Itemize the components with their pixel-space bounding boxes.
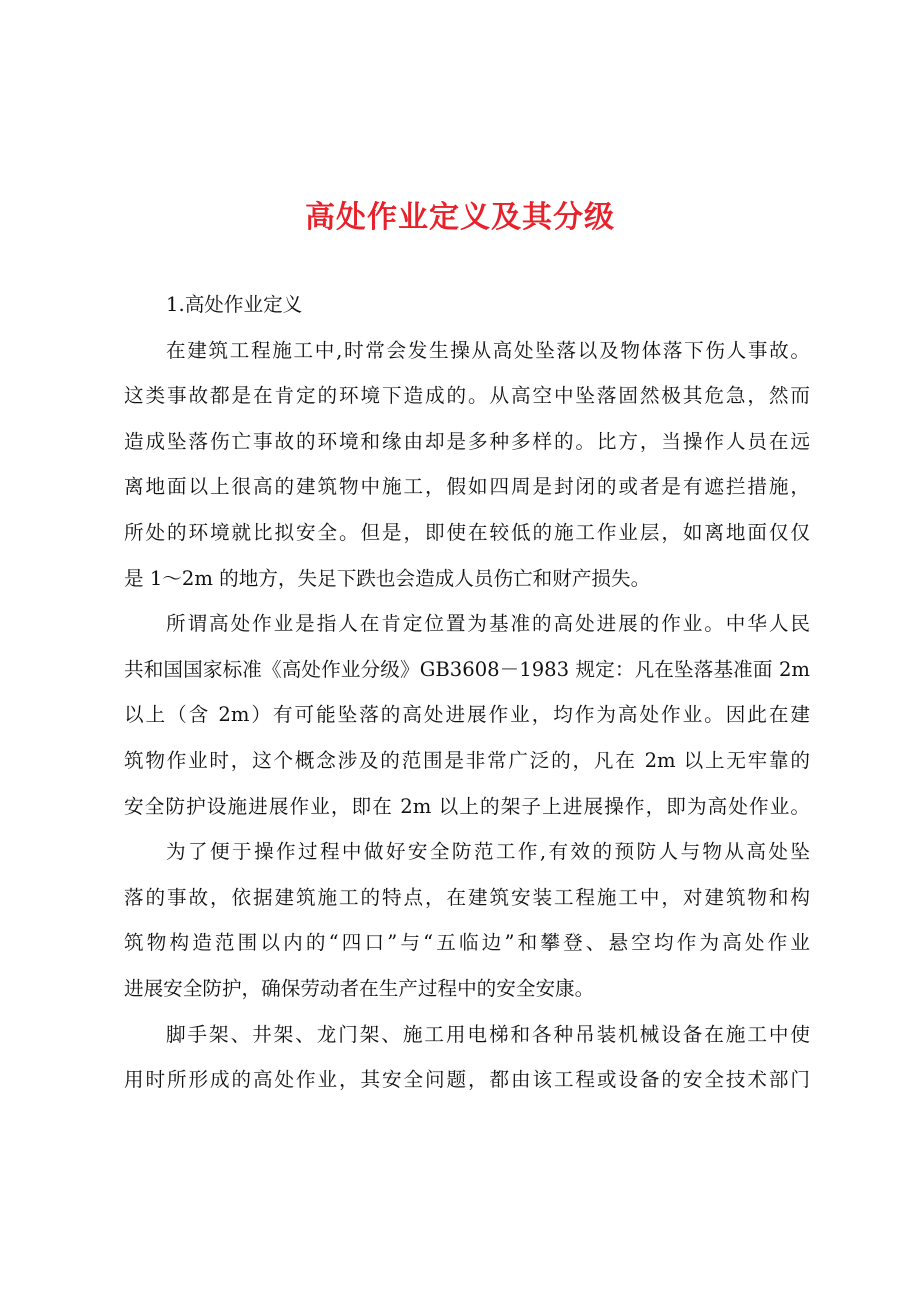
paragraph-1-line-5: 所处的环境就比拟安全。但是，即使在较低的施工作业层，如离地面仅仅	[124, 520, 810, 544]
document-title: 高处作业定义及其分级	[305, 200, 615, 235]
paragraph-4-line-1: 脚手架、井架、龙门架、施工用电梯和各种吊装机械设备在施工中使	[166, 1022, 810, 1046]
section-heading: 1.高处作业定义	[166, 293, 303, 316]
paragraph-1-line-1: 在建筑工程施工中,时常会发生操从高处坠落以及物体落下伤人事故。	[166, 338, 810, 362]
paragraph-1-line-4: 离地面以上很高的建筑物中施工，假如四周是封闭的或者是有遮拦措施，	[124, 475, 810, 499]
paragraph-2-line-3: 以上（含 2m）有可能坠落的高处进展作业，均作为高处作业。因此在建	[124, 703, 810, 727]
paragraph-2-line-4: 筑物作业时，这个概念涉及的范围是非常广泛的，凡在 2m 以上无牢靠的	[124, 748, 810, 772]
document-body	[124, 282, 810, 1103]
paragraph-1-line-3: 造成坠落伤亡事故的环境和缘由却是多种多样的。比方，当操作人员在远	[124, 429, 810, 453]
paragraph-3-line-1: 为了便于操作过程中做好安全防范工作,有效的预防人与物从高处坠	[166, 840, 810, 864]
paragraph-1-line-2: 这类事故都是在肯定的环境下造成的。从高空中坠落固然极其危急，然而	[124, 384, 810, 408]
paragraph-4-line-2: 用时所形成的高处作业，其安全问题，都由该工程或设备的安全技术部门	[124, 1068, 810, 1092]
paragraph-2-line-1: 所谓高处作业是指人在肯定位置为基准的高处进展的作业。中华人民	[166, 612, 810, 636]
paragraph-2-line-5: 安全防护设施进展作业，即在 2m 以上的架子上进展操作，即为高处作业。	[124, 794, 810, 818]
paragraph-2-line-2: 共和国国家标准《高处作业分级》GB3608－1983 规定：凡在坠落基准面 2m	[124, 657, 810, 681]
paragraph-3-line-3: 筑物构造范围以内的“四口”与“五临边”和攀登、悬空均作为高处作业	[124, 931, 810, 955]
paragraph-1-line-6: 是 1～2m 的地方，失足下跌也会造成人员伤亡和财产损失。	[124, 566, 651, 590]
paragraph-3-line-2: 落的事故，依据建筑施工的特点，在建筑安装工程施工中，对建筑物和构	[124, 885, 810, 909]
paragraph-3-line-4: 进展安全防护，确保劳动者在生产过程中的安全安康。	[124, 976, 595, 1000]
